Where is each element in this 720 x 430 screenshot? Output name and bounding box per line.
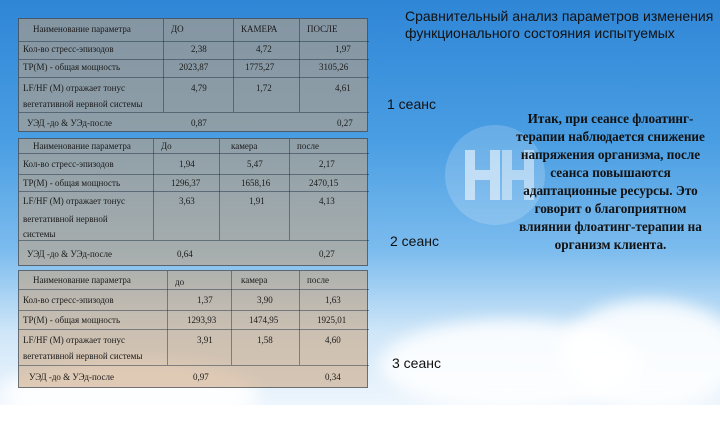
table-session-2 (18, 138, 368, 266)
table-cell: 2023,87 (179, 62, 209, 72)
table-cell: 3105,26 (319, 62, 349, 72)
page-title: Сравнительный анализ параметров изменения функционального состояния испытуемых (405, 8, 714, 41)
table-cell: 0,64 (177, 249, 193, 259)
table-cell: 1293,93 (187, 315, 217, 325)
table-cell: 0,27 (337, 118, 353, 128)
table-cell: 1,72 (256, 83, 272, 93)
table-cell: вегетативной нервной системы (23, 351, 143, 361)
table-cell: 1,94 (179, 159, 195, 169)
table-header: ДО (171, 24, 184, 34)
table-cell: ТР(М) - общая мощность (23, 62, 121, 72)
table-cell: Кол-во стресс-эпизодов (23, 44, 114, 54)
table-cell: 1,63 (325, 295, 341, 305)
table-cell: 4,13 (319, 196, 335, 206)
table-header: Наименование параметра (33, 24, 131, 34)
table-cell: LF/HF (М) отражает тонус (23, 196, 125, 206)
table-cell: системы (23, 229, 56, 239)
table-cell: 1775,27 (245, 62, 275, 72)
table-cell: 2,38 (191, 44, 207, 54)
table-cell: 4,72 (256, 44, 272, 54)
table-cell: 3,63 (179, 196, 195, 206)
table-cell: 0,27 (319, 249, 335, 259)
table-cell: 1925,01 (317, 315, 347, 325)
table-cell: вегетативной нервной системы (23, 99, 143, 109)
session-label-3: 3 сеанс (392, 355, 441, 371)
table-cell: 1474,95 (249, 315, 279, 325)
table-header: До (161, 141, 172, 151)
table-cell: 3,91 (197, 335, 213, 345)
table-cell: 4,61 (335, 83, 351, 93)
table-session-1 (18, 18, 368, 132)
table-cell: LF/HF (М) отражает тонус (23, 83, 125, 93)
table-cell: 2,17 (319, 159, 335, 169)
table-session-3 (18, 270, 368, 388)
table-cell: 1,58 (257, 335, 273, 345)
table-cell: 1,37 (197, 295, 213, 305)
table-cell: ТР(М) - общая мощность (23, 315, 121, 325)
table-cell: 3,90 (257, 295, 273, 305)
table-cell: УЭД -до & УЭд-после (27, 118, 112, 128)
table-header: камера (241, 275, 268, 285)
table-header: после (307, 275, 330, 285)
table-cell: 4,60 (325, 335, 341, 345)
table-header: до (175, 277, 185, 287)
table-cell: Кол-во стресс-эпизодов (23, 159, 114, 169)
table-header: после (297, 141, 320, 151)
table-cell: ТР(М) - общая мощность (23, 178, 121, 188)
table-cell: LF/HF (М) отражает тонус (23, 335, 125, 345)
session-label-2: 2 сеанс (390, 233, 439, 249)
table-cell: 1,91 (249, 196, 265, 206)
table-header: ПОСЛЕ (307, 24, 338, 34)
table-cell: 1658,16 (241, 178, 271, 188)
table-header: КАМЕРА (241, 24, 278, 34)
table-header: камера (231, 141, 258, 151)
table-cell: 0,87 (191, 118, 207, 128)
table-cell: Кол-во стресс-эпизодов (23, 295, 114, 305)
table-cell: 0,97 (193, 372, 209, 382)
table-cell: 5,47 (247, 159, 263, 169)
table-cell: 2470,15 (309, 178, 339, 188)
table-cell: 0,34 (325, 372, 341, 382)
table-cell: УЭД -до & УЭд-после (29, 372, 114, 382)
table-header: Наименование параметра (33, 275, 131, 285)
session-label-1: 1 сеанс (387, 96, 436, 112)
table-header: Наименование параметра (33, 141, 131, 151)
table-cell: 1296,37 (171, 178, 201, 188)
table-cell: 1,97 (335, 44, 351, 54)
table-cell: УЭД -до & УЭд-после (27, 249, 112, 259)
conclusion-text: Итак, при сеансе флоатинг-терапии наблюдается снижение напряжения организма, после сеанса повышаются адаптационные ресурсы. Это говорит о благоприятном влиянии флоатинг-терапии на организм клиента. (516, 111, 705, 252)
table-cell: 4,79 (191, 83, 207, 93)
table-cell: вегетативной нервной (23, 214, 108, 224)
